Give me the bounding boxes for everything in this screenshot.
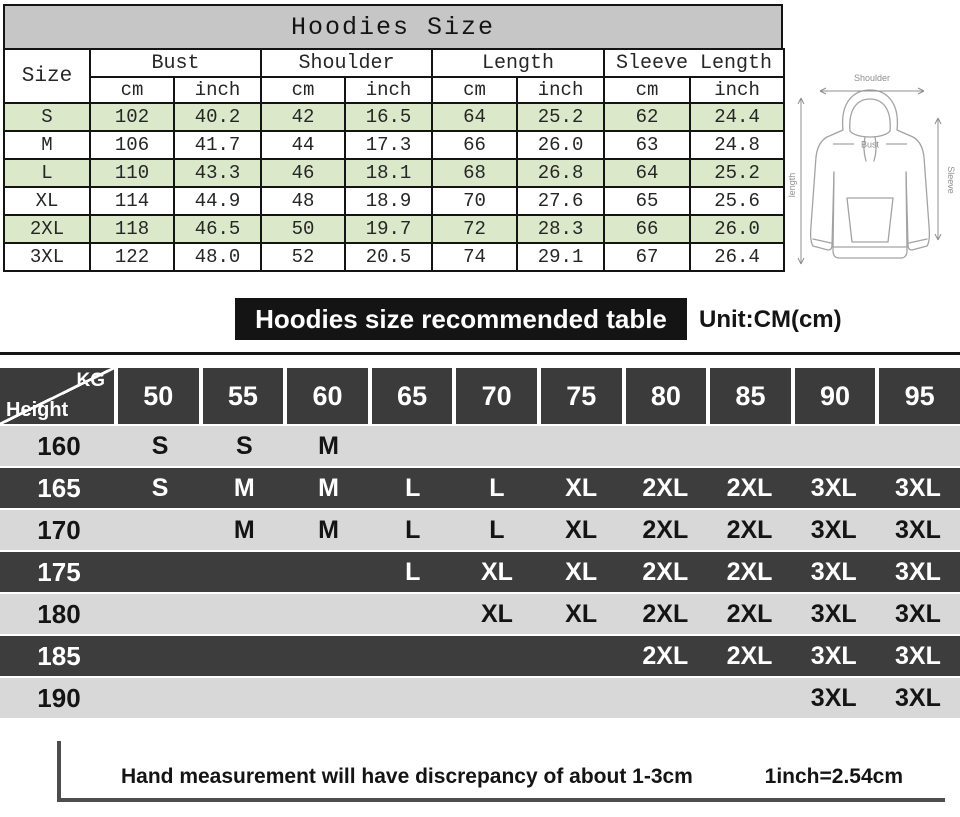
recommend-table-row	[0, 594, 960, 634]
group-header-bust: Bust	[90, 49, 261, 77]
group-header-shoulder: Shoulder	[261, 49, 432, 77]
size-table-head	[4, 49, 784, 103]
corner-header-cell	[0, 368, 118, 424]
recommended-size-cell: M	[233, 473, 255, 502]
recommended-size-cell: L	[405, 557, 421, 586]
height-cell: 170	[37, 514, 81, 545]
size-table-section	[3, 4, 783, 272]
recommend-table-row	[0, 468, 960, 508]
size-table	[3, 48, 785, 272]
size-value-cell: 25.6	[690, 187, 784, 215]
recommended-size-cell: XL	[480, 557, 513, 586]
size-value-cell: 114	[90, 187, 174, 215]
weight-header-cell: 75	[541, 368, 626, 424]
size-table-row	[4, 103, 784, 131]
unit-header-cell: inch	[174, 77, 261, 103]
size-value-cell: 46.5	[174, 215, 261, 243]
size-value-cell: 67	[604, 243, 690, 271]
recommended-size-cell: M	[318, 473, 339, 502]
recommended-size-cell: XL	[565, 515, 598, 544]
recommended-size-cell: S	[151, 473, 169, 502]
size-value-cell: 65	[604, 187, 690, 215]
size-table-group-row	[4, 49, 784, 77]
recommended-size-cell: XL	[565, 473, 598, 502]
size-value-cell: 24.4	[690, 103, 784, 131]
size-value-cell: 66	[604, 215, 690, 243]
unit-header-cell: cm	[90, 77, 174, 103]
size-value-cell: 26.8	[517, 159, 604, 187]
footer-note-box	[57, 741, 945, 802]
horizontal-divider	[0, 352, 960, 355]
height-cell: 160	[37, 430, 81, 461]
height-cell: 165	[37, 472, 81, 503]
recommended-size-cell: S	[151, 431, 169, 460]
recommended-size-cell: 2XL	[726, 557, 773, 586]
weight-header-cell: 85	[710, 368, 795, 424]
size-value-cell: 122	[90, 243, 174, 271]
recommended-size-cell: 2XL	[726, 641, 773, 670]
size-table-row	[4, 243, 784, 271]
size-value-cell: 48.0	[174, 243, 261, 271]
unit-header-cell: inch	[345, 77, 432, 103]
height-cell: 185	[37, 640, 81, 671]
unit-header-cell: cm	[604, 77, 690, 103]
height-cell: 190	[37, 682, 81, 713]
size-value-cell: 19.7	[345, 215, 432, 243]
recommended-size-cell: L	[489, 515, 505, 544]
corner-height-label: Height	[6, 399, 69, 421]
recommended-size-cell: 3XL	[810, 473, 857, 502]
size-label-cell: M	[4, 131, 90, 159]
size-value-cell: 48	[261, 187, 345, 215]
size-value-cell: 44	[261, 131, 345, 159]
recommend-table-title: Hoodies size recommended table	[235, 298, 687, 340]
unit-header-cell: inch	[690, 77, 784, 103]
size-value-cell: 29.1	[517, 243, 604, 271]
weight-header-cell: 65	[372, 368, 457, 424]
measurement-note: Hand measurement will have discrepancy of about 1-3cm	[121, 765, 693, 788]
unit-header-cell: inch	[517, 77, 604, 103]
recommend-unit-label: Unit:CM(cm)	[699, 306, 842, 333]
size-label-cell: XL	[4, 187, 90, 215]
length-dimension-label: length	[787, 172, 797, 198]
size-value-cell: 70	[432, 187, 517, 215]
size-value-cell: 18.1	[345, 159, 432, 187]
recommend-table-row	[0, 678, 960, 718]
size-value-cell: 110	[90, 159, 174, 187]
bust-dimension-label: Bust	[860, 139, 880, 150]
recommended-size-cell: L	[405, 515, 421, 544]
weight-header-cell: 50	[118, 368, 203, 424]
recommended-size-cell: 3XL	[895, 599, 941, 628]
size-value-cell: 25.2	[517, 103, 604, 131]
recommended-size-cell: 2XL	[726, 599, 773, 628]
size-value-cell: 72	[432, 215, 517, 243]
recommend-table-row	[0, 426, 960, 466]
size-value-cell: 27.6	[517, 187, 604, 215]
weight-header-cell: 55	[203, 368, 288, 424]
recommended-size-cell: 2XL	[642, 473, 689, 502]
corner-kg-label: KG	[76, 370, 105, 391]
size-table-body	[4, 103, 784, 271]
size-value-cell: 74	[432, 243, 517, 271]
size-value-cell: 102	[90, 103, 174, 131]
recommend-table-row	[0, 552, 960, 592]
recommended-size-cell: S	[235, 431, 253, 460]
recommended-size-cell: XL	[565, 599, 598, 628]
size-value-cell: 42	[261, 103, 345, 131]
size-value-cell: 64	[432, 103, 517, 131]
size-value-cell: 25.2	[690, 159, 784, 187]
group-header-sleeve-length: Sleeve Length	[604, 49, 784, 77]
size-value-cell: 46	[261, 159, 345, 187]
size-label-cell: 2XL	[4, 215, 90, 243]
recommended-size-cell: M	[318, 431, 339, 460]
hoodie-measurement-diagram	[786, 40, 958, 285]
recommend-table-row	[0, 510, 960, 550]
size-value-cell: 43.3	[174, 159, 261, 187]
recommended-size-cell: M	[233, 515, 255, 544]
recommended-size-cell: 3XL	[810, 557, 857, 586]
recommended-size-cell: 2XL	[726, 515, 773, 544]
size-value-cell: 62	[604, 103, 690, 131]
size-table-row	[4, 131, 784, 159]
size-label-cell: S	[4, 103, 90, 131]
size-value-cell: 40.2	[174, 103, 261, 131]
size-table-title: Hoodies Size	[3, 4, 783, 48]
size-value-cell: 118	[90, 215, 174, 243]
size-table-row	[4, 187, 784, 215]
recommended-size-cell: 2XL	[642, 557, 689, 586]
recommended-size-cell: 3XL	[895, 473, 941, 502]
size-value-cell: 24.8	[690, 131, 784, 159]
size-corner-header: Size	[4, 49, 90, 103]
unit-header-cell: cm	[261, 77, 345, 103]
size-value-cell: 44.9	[174, 187, 261, 215]
recommended-size-cell: L	[405, 473, 421, 502]
recommended-size-cell: XL	[565, 557, 598, 586]
recommended-size-cell: L	[489, 473, 505, 502]
size-table-row	[4, 215, 784, 243]
recommended-size-cell: 2XL	[642, 599, 689, 628]
size-value-cell: 50	[261, 215, 345, 243]
unit-header-cell: cm	[432, 77, 517, 103]
size-label-cell: 3XL	[4, 243, 90, 271]
recommended-size-cell: 3XL	[810, 599, 857, 628]
recommended-size-cell: 3XL	[810, 683, 857, 712]
size-value-cell: 17.3	[345, 131, 432, 159]
size-table-unit-row	[4, 77, 784, 103]
recommended-size-cell: 3XL	[895, 557, 941, 586]
group-header-length: Length	[432, 49, 604, 77]
recommended-size-cell: 3XL	[810, 641, 857, 670]
height-cell: 180	[37, 598, 81, 629]
shoulder-dimension-label: Shoulder	[853, 73, 891, 83]
size-value-cell: 18.9	[345, 187, 432, 215]
size-value-cell: 20.5	[345, 243, 432, 271]
size-value-cell: 16.5	[345, 103, 432, 131]
recommend-table-body	[0, 426, 960, 718]
recommended-size-cell: 3XL	[895, 515, 941, 544]
recommend-table-header	[0, 368, 960, 424]
recommended-size-cell: 2XL	[726, 473, 773, 502]
size-value-cell: 106	[90, 131, 174, 159]
size-value-cell: 28.3	[517, 215, 604, 243]
recommended-size-cell: 3XL	[810, 515, 857, 544]
inch-conversion-note: 1inch=2.54cm	[764, 765, 903, 788]
size-table-row	[4, 159, 784, 187]
weight-header-cell: 95	[879, 368, 960, 424]
recommended-size-cell: 2XL	[642, 641, 689, 670]
size-value-cell: 66	[432, 131, 517, 159]
size-value-cell: 63	[604, 131, 690, 159]
recommend-table-row	[0, 636, 960, 676]
size-value-cell: 52	[261, 243, 345, 271]
recommended-size-cell: 2XL	[642, 515, 689, 544]
recommended-size-cell: M	[318, 515, 339, 544]
weight-header-cell: 80	[626, 368, 711, 424]
size-value-cell: 68	[432, 159, 517, 187]
size-value-cell: 26.4	[690, 243, 784, 271]
hoodie-sketch-icon	[786, 40, 958, 285]
sleeve-dimension-label: Sleeve	[946, 166, 956, 194]
weight-header-cell: 60	[287, 368, 372, 424]
size-value-cell: 64	[604, 159, 690, 187]
recommended-size-cell: 3XL	[895, 641, 941, 670]
recommended-size-cell: 3XL	[895, 683, 941, 712]
height-cell: 175	[37, 556, 81, 587]
size-value-cell: 26.0	[517, 131, 604, 159]
weight-header-cell: 90	[795, 368, 880, 424]
hoodie-outline	[811, 90, 930, 258]
recommend-table	[0, 368, 960, 718]
weight-header-cell: 70	[456, 368, 541, 424]
size-value-cell: 26.0	[690, 215, 784, 243]
size-value-cell: 41.7	[174, 131, 261, 159]
size-label-cell: L	[4, 159, 90, 187]
recommended-size-cell: XL	[480, 599, 513, 628]
